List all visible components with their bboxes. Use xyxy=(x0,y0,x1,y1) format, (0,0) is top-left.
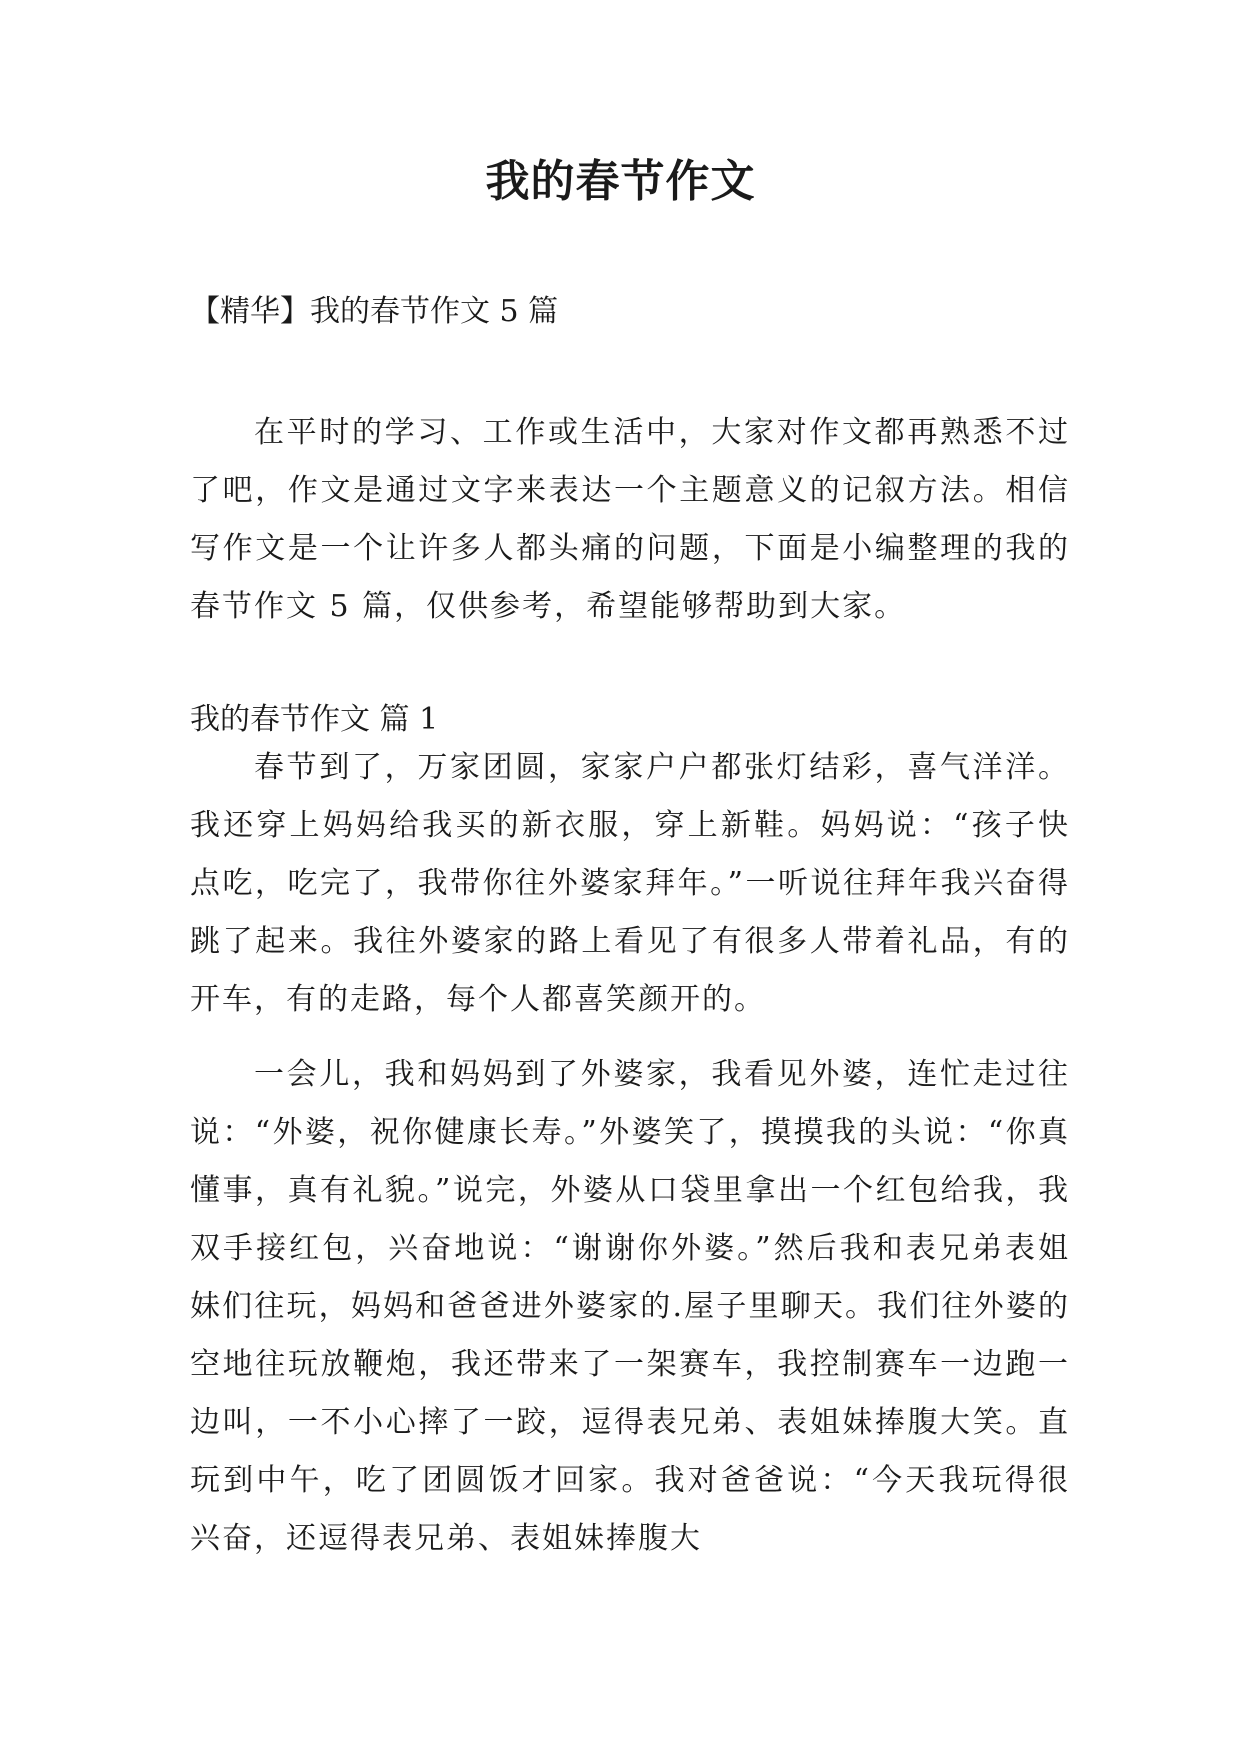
document-subtitle: 【精华】我的春节作文 5 篇 xyxy=(190,294,559,329)
document-title: 我的春节作文 xyxy=(485,156,756,207)
section-heading: 我的春节作文 篇 1 xyxy=(190,702,439,737)
body-paragraph: 一会儿，我和妈妈到了外婆家，我看见外婆，连忙走过往说：“外婆，祝你健康长寿。”外婆笑了，摸摸我的头说：“你真懂事，真有礼貌。”说完，外婆从口袋里拿出一个红包给我，我双手接红包，兴奋地说：“谢谢你外婆。”然后我和表兄弟表姐妹们往玩，妈妈和爸爸进外婆家的.屋子里聊天。我们往外婆的空地往玩放鞭炮，我还带来了一架赛车，我控制赛车一边跑一边叫，一不小心摔了一跤，逗得表兄弟、表姐妹捧腹大笑。直玩到中午，吃了团圆饭才回家。我对爸爸说：“今天我玩得很兴奋，还逗得表兄弟、表姐妹捧腹大 xyxy=(190,1057,1070,1556)
body-paragraph: 春节到了，万家团圆，家家户户都张灯结彩，喜气洋洋。我还穿上妈妈给我买的新衣服，穿上新鞋。妈妈说：“孩子快点吃，吃完了，我带你往外婆家拜年。”一听说往拜年我兴奋得跳了起来。我往外婆家的路上看见了有很多人带着礼品，有的开车，有的走路，每个人都喜笑颜开的。 xyxy=(190,750,1070,1017)
intro-paragraph: 在平时的学习、工作或生活中，大家对作文都再熟悉不过了吧，作文是通过文字来表达一个主题意义的记叙方法。相信写作文是一个让许多人都头痛的问题，下面是小编整理的我的春节作文 5 篇，仅供参考，希望能够帮助到大家。 xyxy=(190,415,1070,624)
